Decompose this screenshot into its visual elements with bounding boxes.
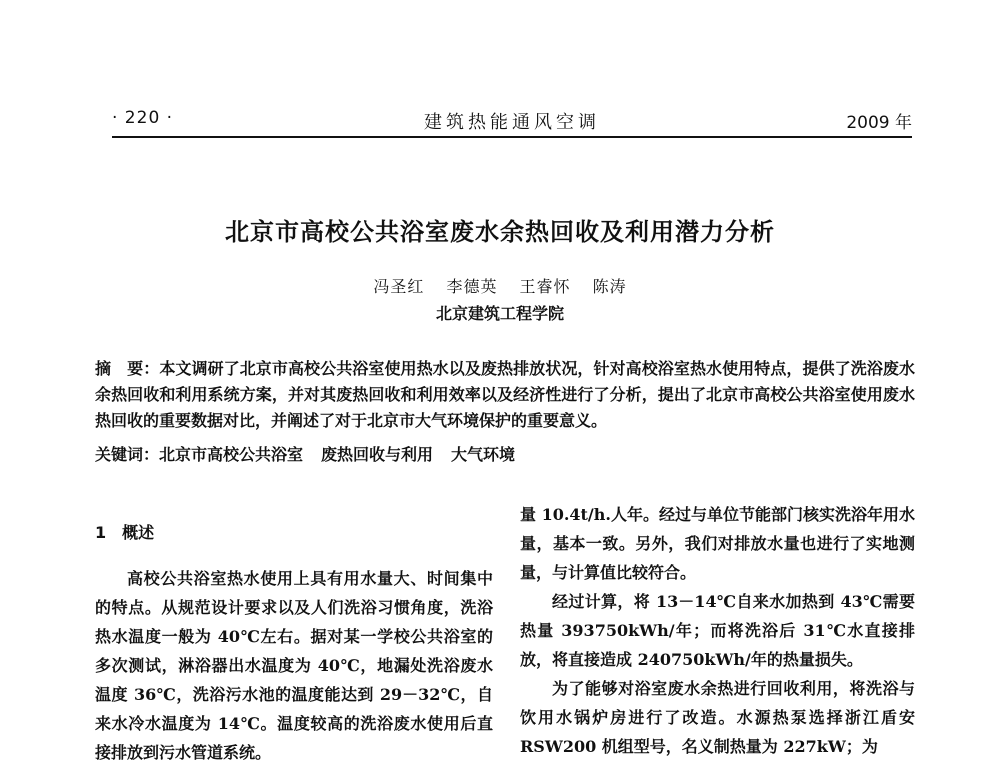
- abstract-text: 本文调研了北京市高校公共浴室使用热水以及废热排放状况，针对高校浴室热水使用特点，提供了洗浴废水余热回收和利用系统方案，并对其废热回收和利用效率以及经济性进行了分析，提出了北京市高校公共浴室使用废水热回收的重要数据对比，并阐述了对于北京市大气环境保护的重要意义。: [95, 359, 915, 430]
- section-title: 概述: [122, 523, 155, 542]
- body-paragraph: 经过计算，将 13－14℃自来水加热到 43℃需要热量 393750kWh/年；而将洗浴后 31℃水直接排放，将直接造成 240750kWh/年的热量损失。: [520, 592, 915, 669]
- publication-year: 2009 年: [846, 113, 912, 133]
- author-name: 冯圣红: [373, 277, 425, 296]
- keyword: 大气环境: [451, 445, 516, 464]
- body-paragraph: 高校公共浴室热水使用上具有用水量大、时间集中的特点。从规范设计要求以及人们洗浴习惯角度，洗浴热水温度一般为 40℃左右。据对某一学校公共浴室的多次测试，淋浴器出水温度为 40℃，地漏处洗浴废水温度 36℃，洗浴污水池的温度能达到 29－32℃，自来水冷水温度为 14℃。温度较高的洗浴废水使用后直接排放到污水管道系统。: [95, 569, 493, 762]
- keyword: 北京市高校公共浴室: [159, 445, 304, 464]
- author-name: 陈涛: [592, 277, 627, 296]
- running-header: [112, 108, 912, 138]
- section-number: 1: [95, 523, 107, 542]
- body-paragraph: 为了能够对浴室废水余热进行回收利用，将洗浴与饮用水锅炉房进行了改造。水源热泵选择浙江盾安 RSW200 机组型号，名义制热量为 227kW；为: [520, 679, 915, 756]
- page-number: · 220 ·: [112, 108, 174, 128]
- journal-name: 建筑热能通风空调: [424, 112, 600, 133]
- author-name: 李德英: [446, 277, 498, 296]
- body-paragraph: 量 10.4t/h.人年。经过与单位节能部门核实洗浴年用水量，基本一致。另外，我们对排放水量也进行了实地测量，与计算值比较符合。: [520, 505, 915, 582]
- author-affiliation: 北京建筑工程学院: [435, 304, 564, 323]
- keywords-label: 关键词：: [95, 445, 160, 464]
- paper-title: 北京市高校公共浴室废水余热回收及利用潜力分析: [225, 218, 775, 246]
- keyword: 废热回收与利用: [321, 445, 434, 464]
- abstract-label: 摘 要：: [95, 359, 160, 378]
- keywords: [95, 442, 915, 468]
- right-column: [520, 500, 915, 761]
- abstract: [95, 356, 915, 434]
- author-name: 王睿怀: [519, 277, 571, 296]
- left-column: [95, 520, 493, 767]
- author-list: [0, 274, 1000, 297]
- section-heading: [95, 520, 493, 546]
